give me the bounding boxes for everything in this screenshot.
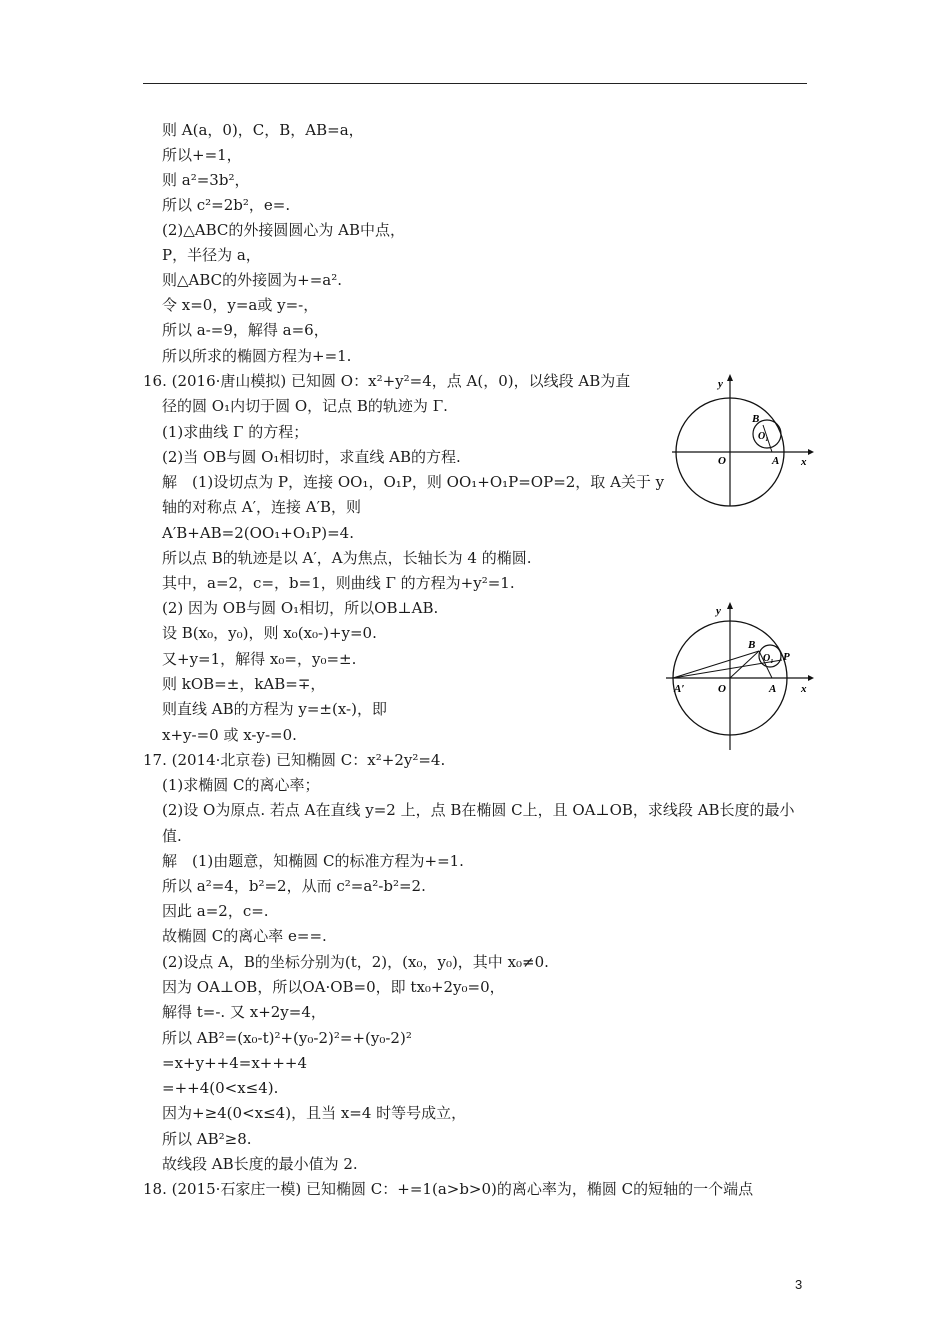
text-line: 所以点 B的轨迹是以 A′，A为焦点，长轴长为 4 的椭圆.	[162, 549, 532, 567]
text-line: 所以 a-=9，解得 a=6，	[162, 321, 329, 339]
text-line: 则 A(a，0)，C，B，AB=a，	[162, 121, 364, 139]
text-line: 所以 AB²≥8.	[162, 1130, 252, 1148]
label-x: x	[801, 456, 807, 468]
label-a: A	[769, 683, 777, 695]
label-o1: O₁	[758, 431, 769, 442]
y-arrow-icon	[727, 602, 733, 609]
text-line: 则 a²=3b²，	[162, 171, 250, 189]
text-line: 又+y=1，解得 x₀=，y₀=±.	[162, 650, 357, 668]
label-y: y	[716, 605, 721, 617]
text-line: 设 B(x₀，y₀)，则 x₀(x₀-)+y=0.	[162, 624, 377, 642]
x-arrow-icon	[808, 449, 814, 455]
text-line: 所以 AB²=(x₀-t)²+(y₀-2)²=+(y₀-2)²	[162, 1029, 412, 1047]
figure-tangent-line	[662, 600, 817, 754]
text-line: 径的圆 O₁内切于圆 O，记点 B的轨迹为 Γ.	[162, 397, 448, 415]
text-line: =++4(0<x≤4).	[162, 1079, 279, 1097]
text-line: =x+y++4=x+++4	[162, 1054, 308, 1072]
text-line: (2)△ABC的外接圆圆心为 AB中点，	[162, 221, 406, 239]
text-line: 则△ABC的外接圆为+=a².	[162, 271, 343, 289]
text-line: 故线段 AB长度的最小值为 2.	[162, 1155, 358, 1173]
figure-circle-tangent	[668, 372, 818, 510]
text-line: (2)当 OB与圆 O₁相切时，求直线 AB的方程.	[162, 448, 461, 466]
text-line: 所以所求的椭圆方程为+=1.	[162, 347, 352, 365]
text-line: 则直线 AB的方程为 y=±(x-)，即	[162, 700, 387, 718]
text-line: (2)设点 A，B的坐标分别为(t，2)，(x₀，y₀)，其中 x₀≠0.	[162, 953, 549, 971]
text-line: 解 (1)由题意，知椭圆 C的标准方程为+=1.	[162, 852, 464, 870]
text-line: 解得 t=-. 又 x+2y=4，	[162, 1003, 326, 1021]
text-line: 所以 a²=4，b²=2，从而 c²=a²-b²=2.	[162, 877, 426, 895]
text-line: 值.	[162, 827, 182, 845]
label-o: O	[718, 455, 726, 467]
segment-a-prime-b	[673, 651, 759, 678]
text-line: 其中，a=2，c=，b=1，则曲线 Γ 的方程为+y²=1.	[162, 574, 515, 592]
problem-18-statement: 18. (2015·石家庄一模) 已知椭圆 C：+=1(a>b>0)的离心率为，椭圆 C的短轴的一个端点	[143, 1180, 754, 1198]
text-line: 轴的对称点 A′，连接 A′B，则	[162, 498, 362, 516]
text-line: (2)设 O为原点. 若点 A在直线 y=2 上，点 B在椭圆 C上，且 OA⊥OB，求线段 AB长度的最小	[162, 801, 795, 819]
text-line: x+y-=0 或 x-y-=0.	[162, 726, 297, 744]
problem-16-statement: 16. (2016·唐山模拟) 已知圆 O：x²+y²=4，点 A(，0)，以线段 AB为直	[143, 372, 631, 390]
page-number: 3	[795, 1277, 803, 1292]
label-b: B	[752, 413, 760, 425]
label-x: x	[801, 683, 807, 695]
text-line: (1)求曲线 Γ 的方程；	[162, 423, 309, 441]
text-line: 因为+≥4(0<x≤4)，且当 x=4 时等号成立，	[162, 1104, 467, 1122]
text-line: 则 kOB=±，kAB=∓，	[162, 675, 326, 693]
header-rule	[143, 83, 807, 84]
text-line: (2) 因为 OB与圆 O₁相切，所以OB⊥AB.	[162, 599, 439, 617]
text-line: 因此 a=2，c=.	[162, 902, 269, 920]
text-line: 因为 OA⊥OB，所以OA·OB=0，即 tx₀+2y₀=0，	[162, 978, 505, 996]
x-arrow-icon	[808, 675, 814, 681]
text-line: 解 (1)设切点为 P，连接 OO₁，O₁P，则 OO₁+O₁P=OP=2，取 A关于 y	[162, 473, 665, 491]
text-line: 所以 c²=2b²，e=.	[162, 196, 291, 214]
text-line: 所以+=1，	[162, 146, 242, 164]
label-o: O	[718, 683, 726, 695]
text-line: P，半径为 a，	[162, 246, 261, 264]
label-o1: O₁	[763, 653, 774, 664]
y-arrow-icon	[727, 374, 733, 381]
label-a: A	[772, 455, 780, 467]
label-b: B	[748, 639, 756, 651]
text-line: 令 x=0，y=a或 y=-，	[162, 296, 319, 314]
text-line: A′B+AB=2(OO₁+O₁P)=4.	[162, 524, 354, 542]
text-line: 故椭圆 C的离心率 e==.	[162, 927, 327, 945]
text-line: (1)求椭圆 C的离心率；	[162, 776, 320, 794]
problem-17-statement: 17. (2014·北京卷) 已知椭圆 C：x²+2y²=4.	[143, 751, 446, 769]
label-p: P	[783, 651, 790, 663]
label-a-prime: A′	[674, 683, 685, 695]
label-y: y	[718, 378, 723, 390]
